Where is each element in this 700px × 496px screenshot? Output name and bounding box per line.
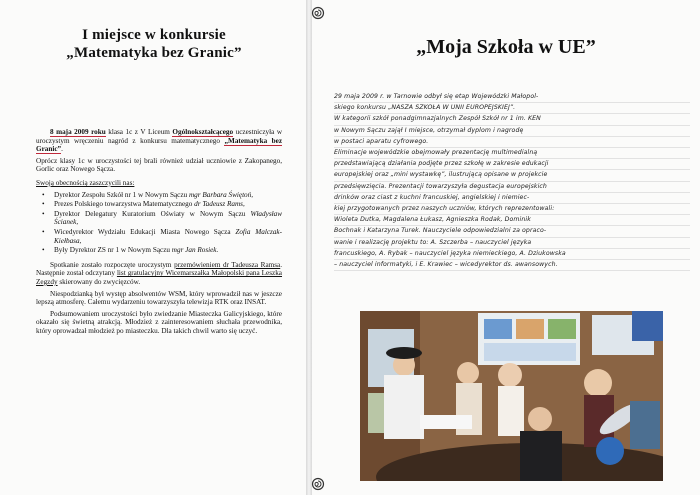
intro-part1: klasa 1c z V Liceum [108, 128, 170, 136]
swirl-ornament-icon [311, 6, 325, 20]
guest-name: Władysław Ścianek, [54, 209, 282, 227]
handwritten-line: wanie i realizację projektu to: A. Szczerba – nauczyciel języka [334, 238, 690, 249]
list-item [36, 210, 282, 227]
right-page-title: „Moja Szkoła w UE” [416, 36, 596, 58]
list-item [36, 191, 282, 200]
speech-link[interactable]: przemówieniem dr Tadeusza Ramsa [174, 260, 281, 269]
letter-link[interactable]: list gratulacyjny Wicemarszałka Małopolski pana Leszka Zegzdy [36, 269, 283, 286]
handwritten-text [334, 92, 690, 271]
opening-text-3: skierowany do zwycięzców. [59, 277, 141, 286]
intro-part3: . [61, 145, 63, 154]
handwritten-line: Wioleta Dutka, Magdalena Łukasz, Agnieszka Rodak, Dominik [334, 215, 690, 226]
guest-name: Zofia Malczak-Kiełbasa, [54, 227, 282, 245]
handwritten-line: 29 maja 2009 r. w Tarnowie odbył się etap Wojewódzki Małopol- [334, 92, 690, 103]
handwritten-line: skiego konkursu „NASZA SZKOŁA W UNII EUROPEJSKIEJ”. [334, 103, 690, 114]
handwritten-line: przedstawiającą działania podjęte przez szkołę w zakresie edukacji [334, 159, 690, 170]
guest-name: mgr Barbara Świętoń, [188, 190, 254, 199]
guest-role: Prezes Polskiego towarzystwa Matematycznego [54, 200, 193, 209]
guests-heading: Swoją obecnością zaszczycili nas: [36, 178, 135, 187]
handwritten-line: w postaci aparatu cyfrowego. [334, 137, 690, 148]
participants-paragraph: Oprócz klasy 1c w uroczystości tej brali również udział uczniowie z Zakopanego, Gorlic oraz Nowego Sącza. [36, 156, 282, 174]
left-page-title [10, 26, 298, 62]
swirl-ornament-icon [311, 477, 325, 491]
handwritten-line: przedsięwzięcia. Prezentacji towarzyszyła degustacja europejskich [334, 182, 690, 193]
guest-role: Wicedyrektor Wydziału Edukacji Miasta Nowego Sącza [54, 227, 231, 236]
intro-paragraph [36, 128, 282, 154]
handwritten-line: Eliminacje wojewódzkie obejmowały prezentację multimedialną [334, 148, 690, 159]
event-date: 8 maja 2009 roku [50, 128, 106, 136]
school-name: Ogólnokształcącego [172, 128, 234, 136]
handwritten-line: europejskiej oraz „mini wystawkę”, ilustrującą opisane w projekcie [334, 170, 690, 181]
handwritten-line: drinków oraz ciast z kuchni francuskiej, angielskiej i niemiec- [334, 193, 690, 204]
surprise-paragraph: Niespodzianką był występ absolwentów WSM, który wprowadził nas w jeszcze lepszą atmosferę. Całemu wydarzeniu towarzyszyła telewizja RTK oraz INSAT. [36, 289, 282, 307]
left-title-line2: „Matematyka bez Granic” [66, 45, 242, 61]
opening-paragraph [36, 261, 282, 287]
handwritten-line: francuskiego, A. Rybak – nauczyciel języka niemieckiego, A. Dziukowska [334, 249, 690, 260]
guest-name: dr Tadeusz Rams, [194, 200, 245, 209]
opening-text-2: . Następnie został odczytany [36, 260, 283, 278]
intro-part2: uczestniczyła w uroczystym wręczeniu nagród z konkursu matematycznego [36, 128, 283, 145]
left-page [0, 0, 306, 495]
handwritten-line: – nauczyciel informatyki, i E. Krawiec – wicedyrektor ds. awansowych. [334, 260, 690, 271]
left-title-line1: I miejsce w konkursie [82, 27, 226, 43]
guest-role: Dyrektor Delegatury Kuratorium Oświaty w Nowym Sączu [54, 209, 246, 218]
left-page-body [36, 128, 282, 338]
list-item [36, 246, 282, 255]
summary-paragraph: Podsumowaniem uroczystości było zwiedzanie Miasteczka Galicyjskiego, które okazało się świetną atrakcją. Młodzież z zainteresowaniem słuchała przewodnika, który oprowadzał młodzież po miasteczku. Dla takich chwil warto się uczyć. [36, 309, 282, 335]
handwritten-line: kiej przygotowanych przez naszych uczniów, których reprezentowali: [334, 204, 690, 215]
guests-list [36, 191, 282, 255]
guest-name: mgr Jan Rosiek. [171, 246, 219, 255]
guest-role: Dyrektor Zespołu Szkół nr 1 w Nowym Sączu [54, 190, 188, 199]
handwritten-line: Bochnak i Katarzyna Turek. Nauczyciele odpowiedzialni za opraco- [334, 226, 690, 237]
group-photo [360, 311, 663, 481]
list-item [36, 228, 282, 245]
handwritten-line: W kategorii szkół ponadgimnazjalnych Zespół Szkół nr 1 im. KEN [334, 114, 690, 125]
guest-role: Były Dyrektor ZS nr 1 w Nowym Sączu [54, 246, 170, 255]
opening-text: Spotkanie zostało rozpoczęte uroczystym [50, 260, 172, 269]
handwritten-line: w Nowym Sączu zajął I miejsce, otrzymał dyplom i nagrodę [334, 126, 690, 137]
contest-name: „Matematyka bez Granic” [36, 136, 283, 154]
list-item [36, 200, 282, 209]
